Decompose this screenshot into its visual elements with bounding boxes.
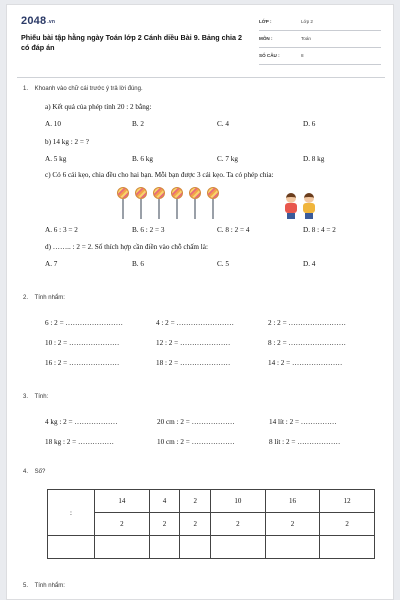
q1a-option-d[interactable]: D. 6 [303,120,316,128]
q1a-option-a[interactable]: A. 10 [45,120,61,128]
q3-cell[interactable]: 8 lít : 2 = ……………… [269,438,341,446]
two-kids-illustration [281,193,321,219]
meta-value: 8 [301,53,304,58]
question-number: 5. [23,583,29,589]
lollipop-icon [117,187,129,219]
table-cell: 2 [180,490,211,513]
worksheet-page [6,4,394,600]
meta-value: Toán [301,36,311,41]
table-cell: 2 [265,513,320,536]
answer-label-cell [48,536,95,559]
q1c-stem: c) Có 6 cái kẹo, chia đều cho hai bạn. Mỗi bạn được 3 cái kẹo. Ta có phép chia: [45,171,274,179]
answer-cell[interactable] [265,536,320,559]
q3-cell[interactable]: 10 cm : 2 = ……………… [157,438,235,446]
q1c-option-a[interactable]: A. 6 : 3 = 2 [45,226,78,234]
lollipop-icon [189,187,201,219]
q1d-option-b[interactable]: B. 6 [132,260,144,268]
table-cell: 2 [149,513,180,536]
q3-cell[interactable]: 18 kg : 2 = …………… [45,438,114,446]
answer-cell[interactable] [95,536,150,559]
worksheet-title: Phiếu bài tập hằng ngày Toán lớp 2 Cánh diều Bài 9. Bảng chia 2 có đáp án [21,33,243,52]
brand-logo: 2048.vn [21,15,56,27]
question-2-prompt [23,295,65,301]
q1d-stem: d) …….. : 2 = 2. Số thích hợp cần điền vào chỗ chấm là: [45,243,208,251]
table-row [48,513,375,536]
question-text: Khoanh vào chữ cái trước ý trả lời đúng. [34,86,143,92]
q2-cell[interactable]: 6 : 2 = …………………… [45,319,123,327]
q2-cell[interactable]: 8 : 2 = …………………… [268,339,346,347]
question-3-prompt [23,394,48,400]
meta-count-row [259,50,381,65]
table-cell: 2 [180,513,211,536]
table-cell: 12 [320,490,375,513]
q2-cell[interactable]: 12 : 2 = ………………… [156,339,231,347]
q1d-option-c[interactable]: C. 5 [217,260,229,268]
child-icon [283,193,299,219]
child-icon [301,193,317,219]
q1b-stem: b) 14 kg : 2 = ? [45,138,89,146]
table-cell: 2 [95,513,150,536]
question-4-prompt [23,469,45,475]
q1c-option-c[interactable]: C. 8 : 2 = 4 [217,226,250,234]
header-divider [17,77,385,78]
lollipop-icon [153,187,165,219]
meta-class-row [259,16,381,31]
q1b-option-d[interactable]: D. 8 kg [303,155,325,163]
answer-cell[interactable] [320,536,375,559]
q2-cell[interactable]: 14 : 2 = ………………… [268,359,343,367]
question-5-prompt [23,583,65,589]
q1a-stem: a) Kết quả của phép tính 20 : 2 bằng: [45,103,152,111]
q2-cell[interactable]: 2 : 2 = …………………… [268,319,346,327]
meta-value: Lớp 2 [301,19,313,24]
operator-cell: : [48,490,95,536]
q1b-option-b[interactable]: B. 6 kg [132,155,153,163]
lollipop-icon [171,187,183,219]
meta-subject-row [259,33,381,48]
answer-cell[interactable] [180,536,211,559]
meta-panel [259,16,381,67]
table-cell: 2 [320,513,375,536]
q1d-option-d[interactable]: D. 4 [303,260,316,268]
question-text: Tính nhẩm: [34,295,65,301]
table-cell: 14 [95,490,150,513]
lollipop-icon [135,187,147,219]
q3-cell[interactable]: 20 cm : 2 = ……………… [157,418,235,426]
q1c-option-d[interactable]: D. 8 : 4 = 2 [303,226,336,234]
table-cell: 4 [149,490,180,513]
answer-cell[interactable] [211,536,266,559]
q1c-option-b[interactable]: B. 6 : 2 = 3 [132,226,165,234]
table-cell: 10 [211,490,266,513]
q2-cell[interactable]: 16 : 2 = ………………… [45,359,120,367]
question-number: 4. [23,469,29,475]
question-number: 2. [23,295,29,301]
q1a-option-b[interactable]: B. 2 [132,120,144,128]
table-cell: 16 [265,490,320,513]
q1b-option-c[interactable]: C. 7 kg [217,155,238,163]
q1a-option-c[interactable]: C. 4 [217,120,229,128]
meta-key: MÔN : [259,36,273,41]
q1b-option-a[interactable]: A. 5 kg [45,155,67,163]
table-row [48,490,375,513]
meta-key: LỚP : [259,19,272,24]
question-text: Số? [34,469,46,475]
q1d-option-a[interactable]: A. 7 [45,260,58,268]
question-number: 3. [23,394,29,400]
q3-cell[interactable]: 14 lít : 2 = …………… [269,418,337,426]
question-number: 1. [23,86,29,92]
question-text: Tính: [34,394,49,400]
table-cell: 2 [211,513,266,536]
division-table [47,489,375,559]
answer-cell[interactable] [149,536,180,559]
worksheet-header [19,15,381,71]
q3-cell[interactable]: 4 kg : 2 = ……………… [45,418,118,426]
q2-cell[interactable]: 18 : 2 = ………………… [156,359,231,367]
q2-cell[interactable]: 4 : 2 = …………………… [156,319,234,327]
question-text: Tính nhẩm: [34,583,65,589]
q2-cell[interactable]: 10 : 2 = ………………… [45,339,120,347]
meta-key: SỐ CÂU : [259,53,280,58]
lollipop-icon [207,187,219,219]
table-row [48,536,375,559]
question-1-prompt [23,86,143,92]
